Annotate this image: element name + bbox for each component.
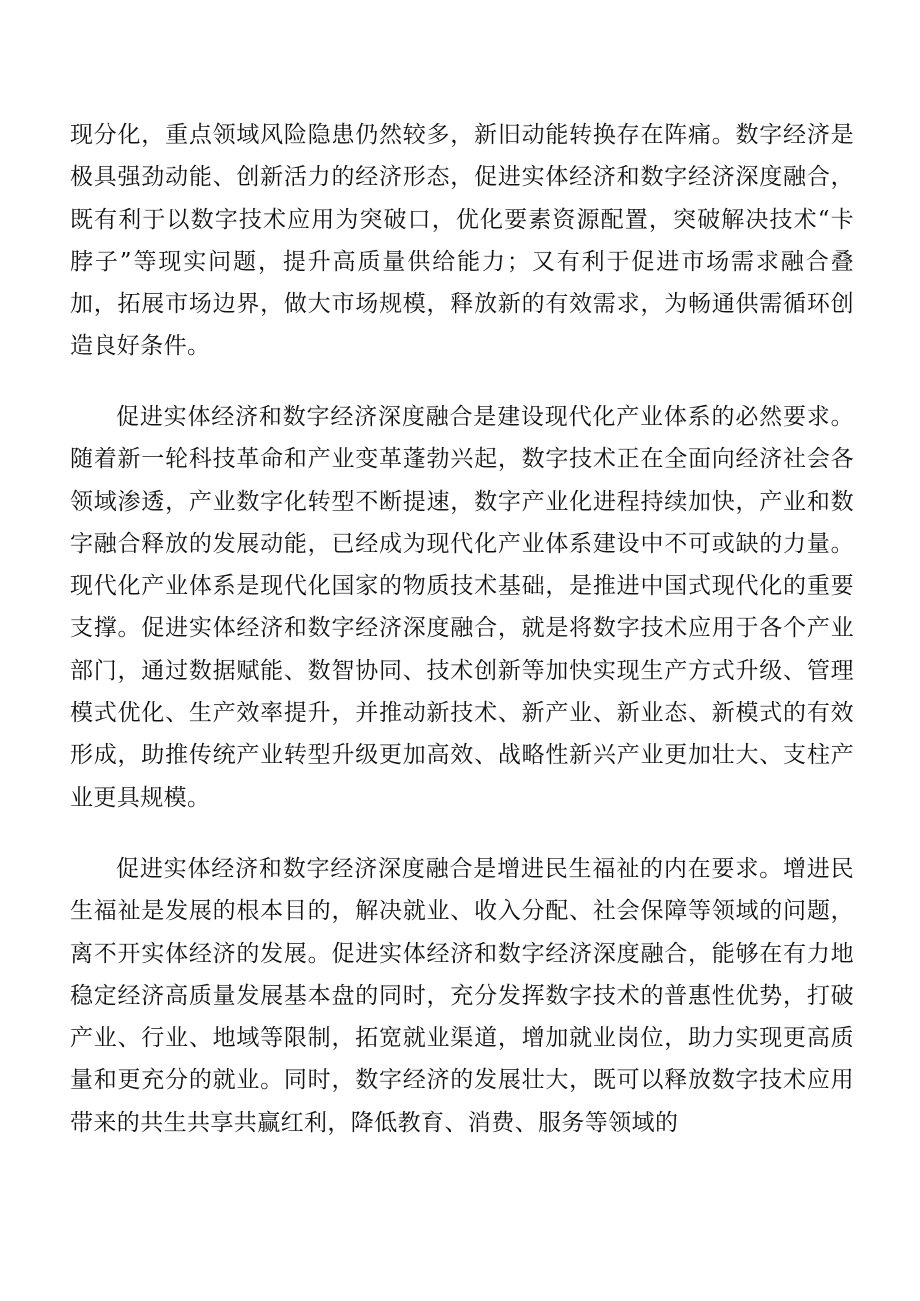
paragraph-2-block [70,396,854,819]
paragraph-3-block [70,848,854,1144]
paragraph-2: 促进实体经济和数字经济深度融合是建设现代化产业体系的必然要求。随着新一轮科技革命和产业变革蓬勃兴起，数字技术正在全面向经济社会各领域渗透，产业数字化转型不断提速，数字产业化进程持续加快，产业和数字融合释放的发展动能，已经成为现代化产业体系建设中不可或缺的力量。现代化产业体系是现代化国家的物质技术基础，是推进中国式现代化的重要支撑。促进实体经济和数字经济深度融合，就是将数字技术应用于各个产业部门，通过数据赋能、数智协同、技术创新等加快实现生产方式升级、管理模式优化、生产效率提升，并推动新技术、新产业、新业态、新模式的有效形成，助推传统产业转型升级更加高效、战略性新兴产业更加壮大、支柱产业更具规模。 [70,404,854,811]
paragraph-1: 现分化，重点领域风险隐患仍然较多，新旧动能转换存在阵痛。数字经济是极具强劲动能、创新活力的经济形态，促进实体经济和数字经济深度融合，既有利于以数字技术应用为突破口，优化要素资源配置，突破解决技术“卡脖子”等现实问题，提升高质量供给能力；又有利于促进市场需求融合叠加，拓展市场边界，做大市场规模，释放新的有效需求，为畅通供需循环创造良好条件。 [70,122,854,360]
paragraph-1-block [70,114,854,368]
paragraph-3: 促进实体经济和数字经济深度融合是增进民生福祉的内在要求。增进民生福祉是发展的根本目的，解决就业、收入分配、社会保障等领域的问题，离不开实体经济的发展。促进实体经济和数字经济深度融合，能够在有力地稳定经济高质量发展基本盘的同时，充分发挥数字技术的普惠性优势，打破产业、行业、地域等限制，拓宽就业渠道，增加就业岗位，助力实现更高质量和更充分的就业。同时，数字经济的发展壮大，既可以释放数字技术应用带来的共生共享共赢红利，降低教育、消费、服务等领域的 [70,856,854,1136]
